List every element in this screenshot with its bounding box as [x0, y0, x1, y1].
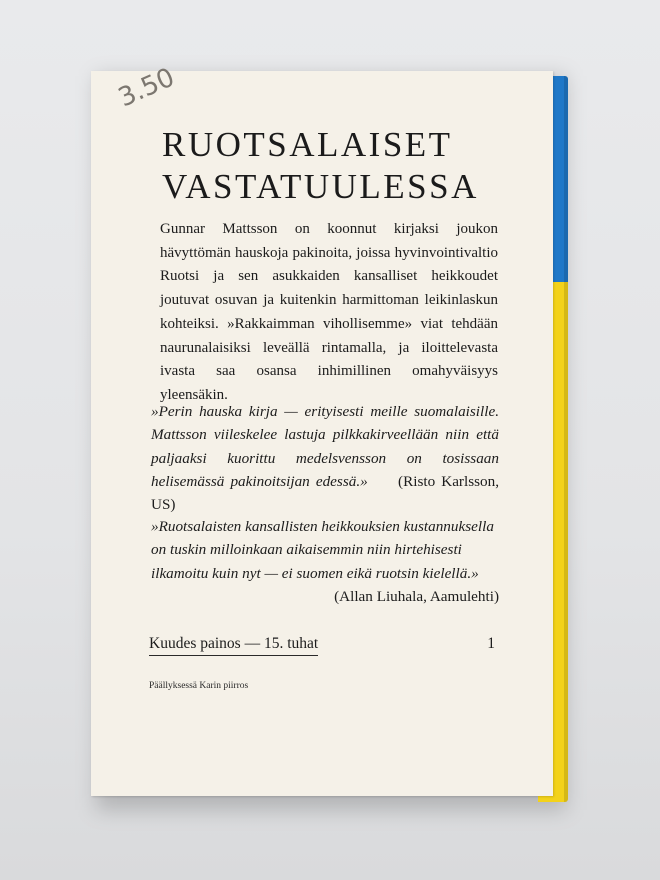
quote-source: (Risto Karlsson, US): [151, 472, 500, 514]
review-quote-2: [151, 515, 499, 608]
blurb-paragraph: Gunnar Mattsson on koonnut kirjaksi joukon hävyttömän hauskoja pakinoita, joissa hyvinvointivaltio Ruotsi ja sen asukkaiden kansalliset heikkoudet joutuvat osuvan ja kuitenkin harmittoman leikinlaskun kohteiksi. »Rakkaimman vihollisemme» viat tehdään naurunalaisiksi leveällä rintamalla, ja iloittelevasta ivasta saa osansa inhimillinen omahyväisyys yleensäkin.: [160, 221, 498, 403]
cover-credit: Päällyksessä Karin piirros: [149, 681, 249, 691]
quote-source: (Allan Liuhala, Aamulehti): [334, 587, 499, 605]
spine-edge-shade: [564, 76, 568, 802]
quote-text: »Perin hauska kirja — erityisesti meille suomalaisille. Mattsson viileskelee lastuja pilkkakirveellään niin että paljaaksi kuorittu medelsvensson on tosissaan helisemässä pakinoitsijan edessä.»: [151, 403, 499, 490]
review-quote-1: [151, 400, 499, 516]
book-title: [162, 124, 479, 208]
edition-info: Kuudes painos — 15. tuhat: [149, 635, 318, 656]
edition-number: 1: [487, 635, 495, 652]
edition-row: [149, 635, 495, 656]
quote-text: »Ruotsalaisten kansallisten heikkouksien kustannuksella on tuskin milloinkaan aikaisemmin niin hirtehisesti ilkamoitu kuin nyt — ei suomen eikä ruotsin kielellä.»: [151, 518, 494, 582]
title-line-2: VASTATUULESSA: [162, 167, 479, 206]
title-line-1: RUOTSALAISET: [162, 125, 453, 164]
price-note: 3.50: [114, 62, 180, 114]
